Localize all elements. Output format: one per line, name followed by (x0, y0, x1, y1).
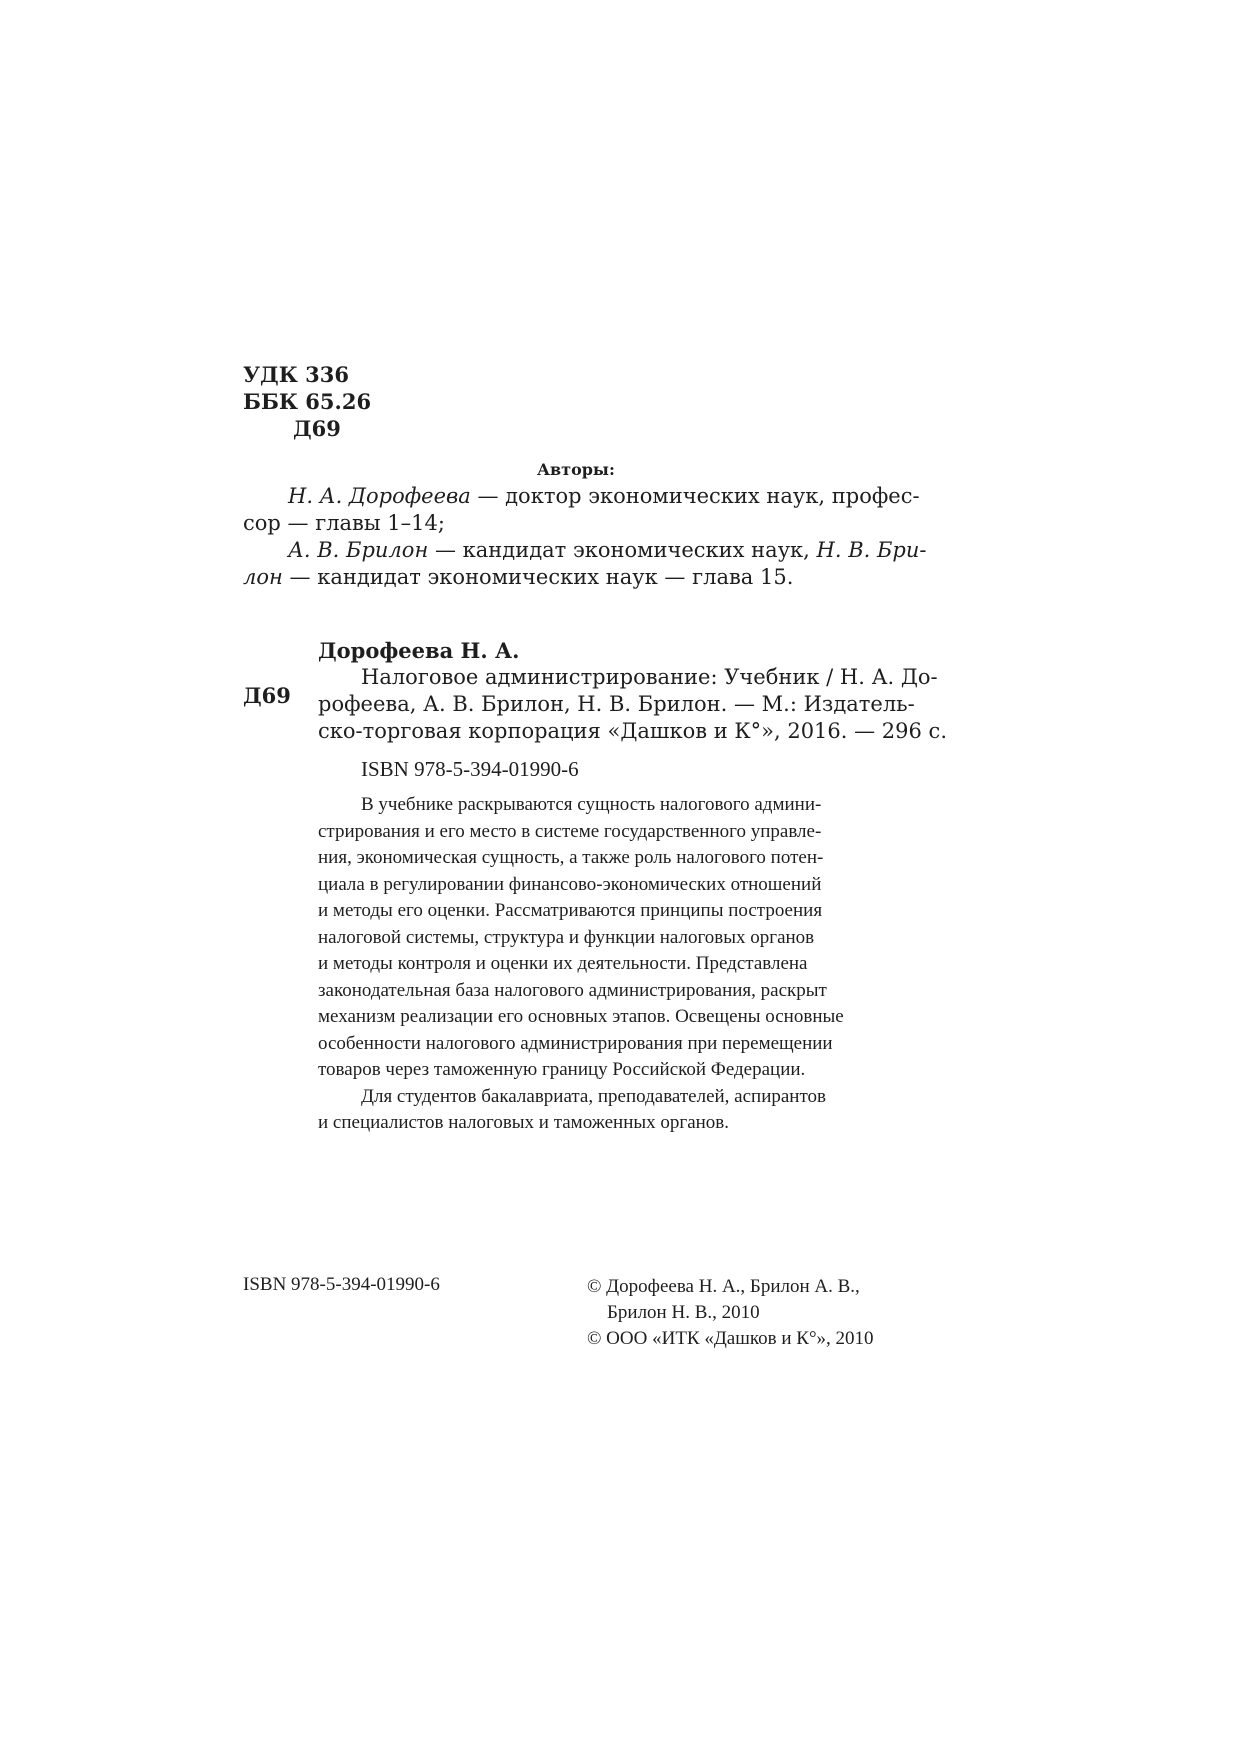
author-line-3 (243, 537, 927, 564)
annot-audience-line: Для студентов бакалавриата, преподавателей, аспирантов (361, 1085, 826, 1107)
bibliographic-record (318, 637, 947, 745)
annot-line: законодательная база налогового администрирования, раскрыт (318, 979, 827, 1001)
copyright-line-3: © ООО «ИТК «Дашков и К°», 2010 (587, 1328, 874, 1349)
copyright-line-2: Брилон Н. В., 2010 (607, 1302, 760, 1323)
author-3-name: Н. В. Бри- (816, 538, 927, 562)
authors-title: Авторы: (537, 460, 615, 479)
author-3-name-cont: лон (243, 565, 283, 589)
annot-line: стрирования и его место в системе государственного управле- (318, 820, 822, 842)
author-3-desc: — кандидат экономических наук — глава 15. (289, 565, 794, 589)
biblio-line-3: ско-торговая корпорация «Дашков и К°», 2016. — 296 с. (318, 719, 947, 743)
author-1-desc-cont: сор — главы 1–14; (243, 511, 445, 535)
author-line-1 (243, 483, 920, 510)
left-author-code: Д69 (243, 683, 291, 708)
annot-line: и методы его оценки. Рассматриваются принципы построения (318, 900, 823, 921)
author-line-4 (243, 564, 920, 591)
author-line-2 (243, 510, 920, 537)
annot-line: налоговой системы, структура и функции налоговых органов (318, 926, 815, 948)
biblio-isbn: ISBN 978-5-394-01990-6 (361, 757, 579, 781)
author-1-desc: — доктор экономических наук, профес- (477, 484, 920, 508)
author-1-name: Н. А. Дорофеева (288, 484, 471, 508)
biblio-line-2: рофеева, А. В. Брилон, Н. В. Брилон. — М.: Издатель- (318, 692, 915, 716)
author-code: Д69 (293, 416, 341, 441)
annot-line: В учебнике раскрываются сущность налогового админи- (361, 794, 822, 815)
annot-line: механизм реализации его основных этапов. Освещены основные (318, 1006, 844, 1027)
authors-block (243, 483, 927, 591)
biblio-author: Дорофеева Н. А. (318, 638, 520, 663)
author-2-name: А. В. Брилон (288, 538, 429, 562)
annotation (318, 792, 920, 1137)
annot-line: особенности налогового администрирования при перемещении (318, 1032, 833, 1054)
author-2-desc: — кандидат экономических наук, (434, 538, 810, 562)
annot-line: циала в регулировании финансово-экономических отношений (318, 873, 822, 895)
annot-audience-line: и специалистов налоговых и таможенных органов. (318, 1112, 730, 1133)
footer-isbn: ISBN 978-5-394-01990-6 (243, 1274, 440, 1295)
biblio-line-1: Налоговое администрирование: Учебник / Н. А. До- (361, 665, 938, 689)
copyright-block (587, 1274, 874, 1352)
bbk-code: ББК 65.26 (243, 389, 372, 414)
classification-codes (243, 361, 371, 442)
copyright-line-1: © Дорофеева Н. А., Брилон А. В., (587, 1276, 860, 1297)
annot-line: ния, экономическая сущность, а также роль налогового потен- (318, 847, 824, 868)
udk-code: УДК 336 (243, 362, 349, 387)
annot-line: товаров через таможенную границу Российской Федерации. (318, 1059, 806, 1080)
annot-line: и методы контроля и оценки их деятельности. Представлена (318, 953, 808, 974)
